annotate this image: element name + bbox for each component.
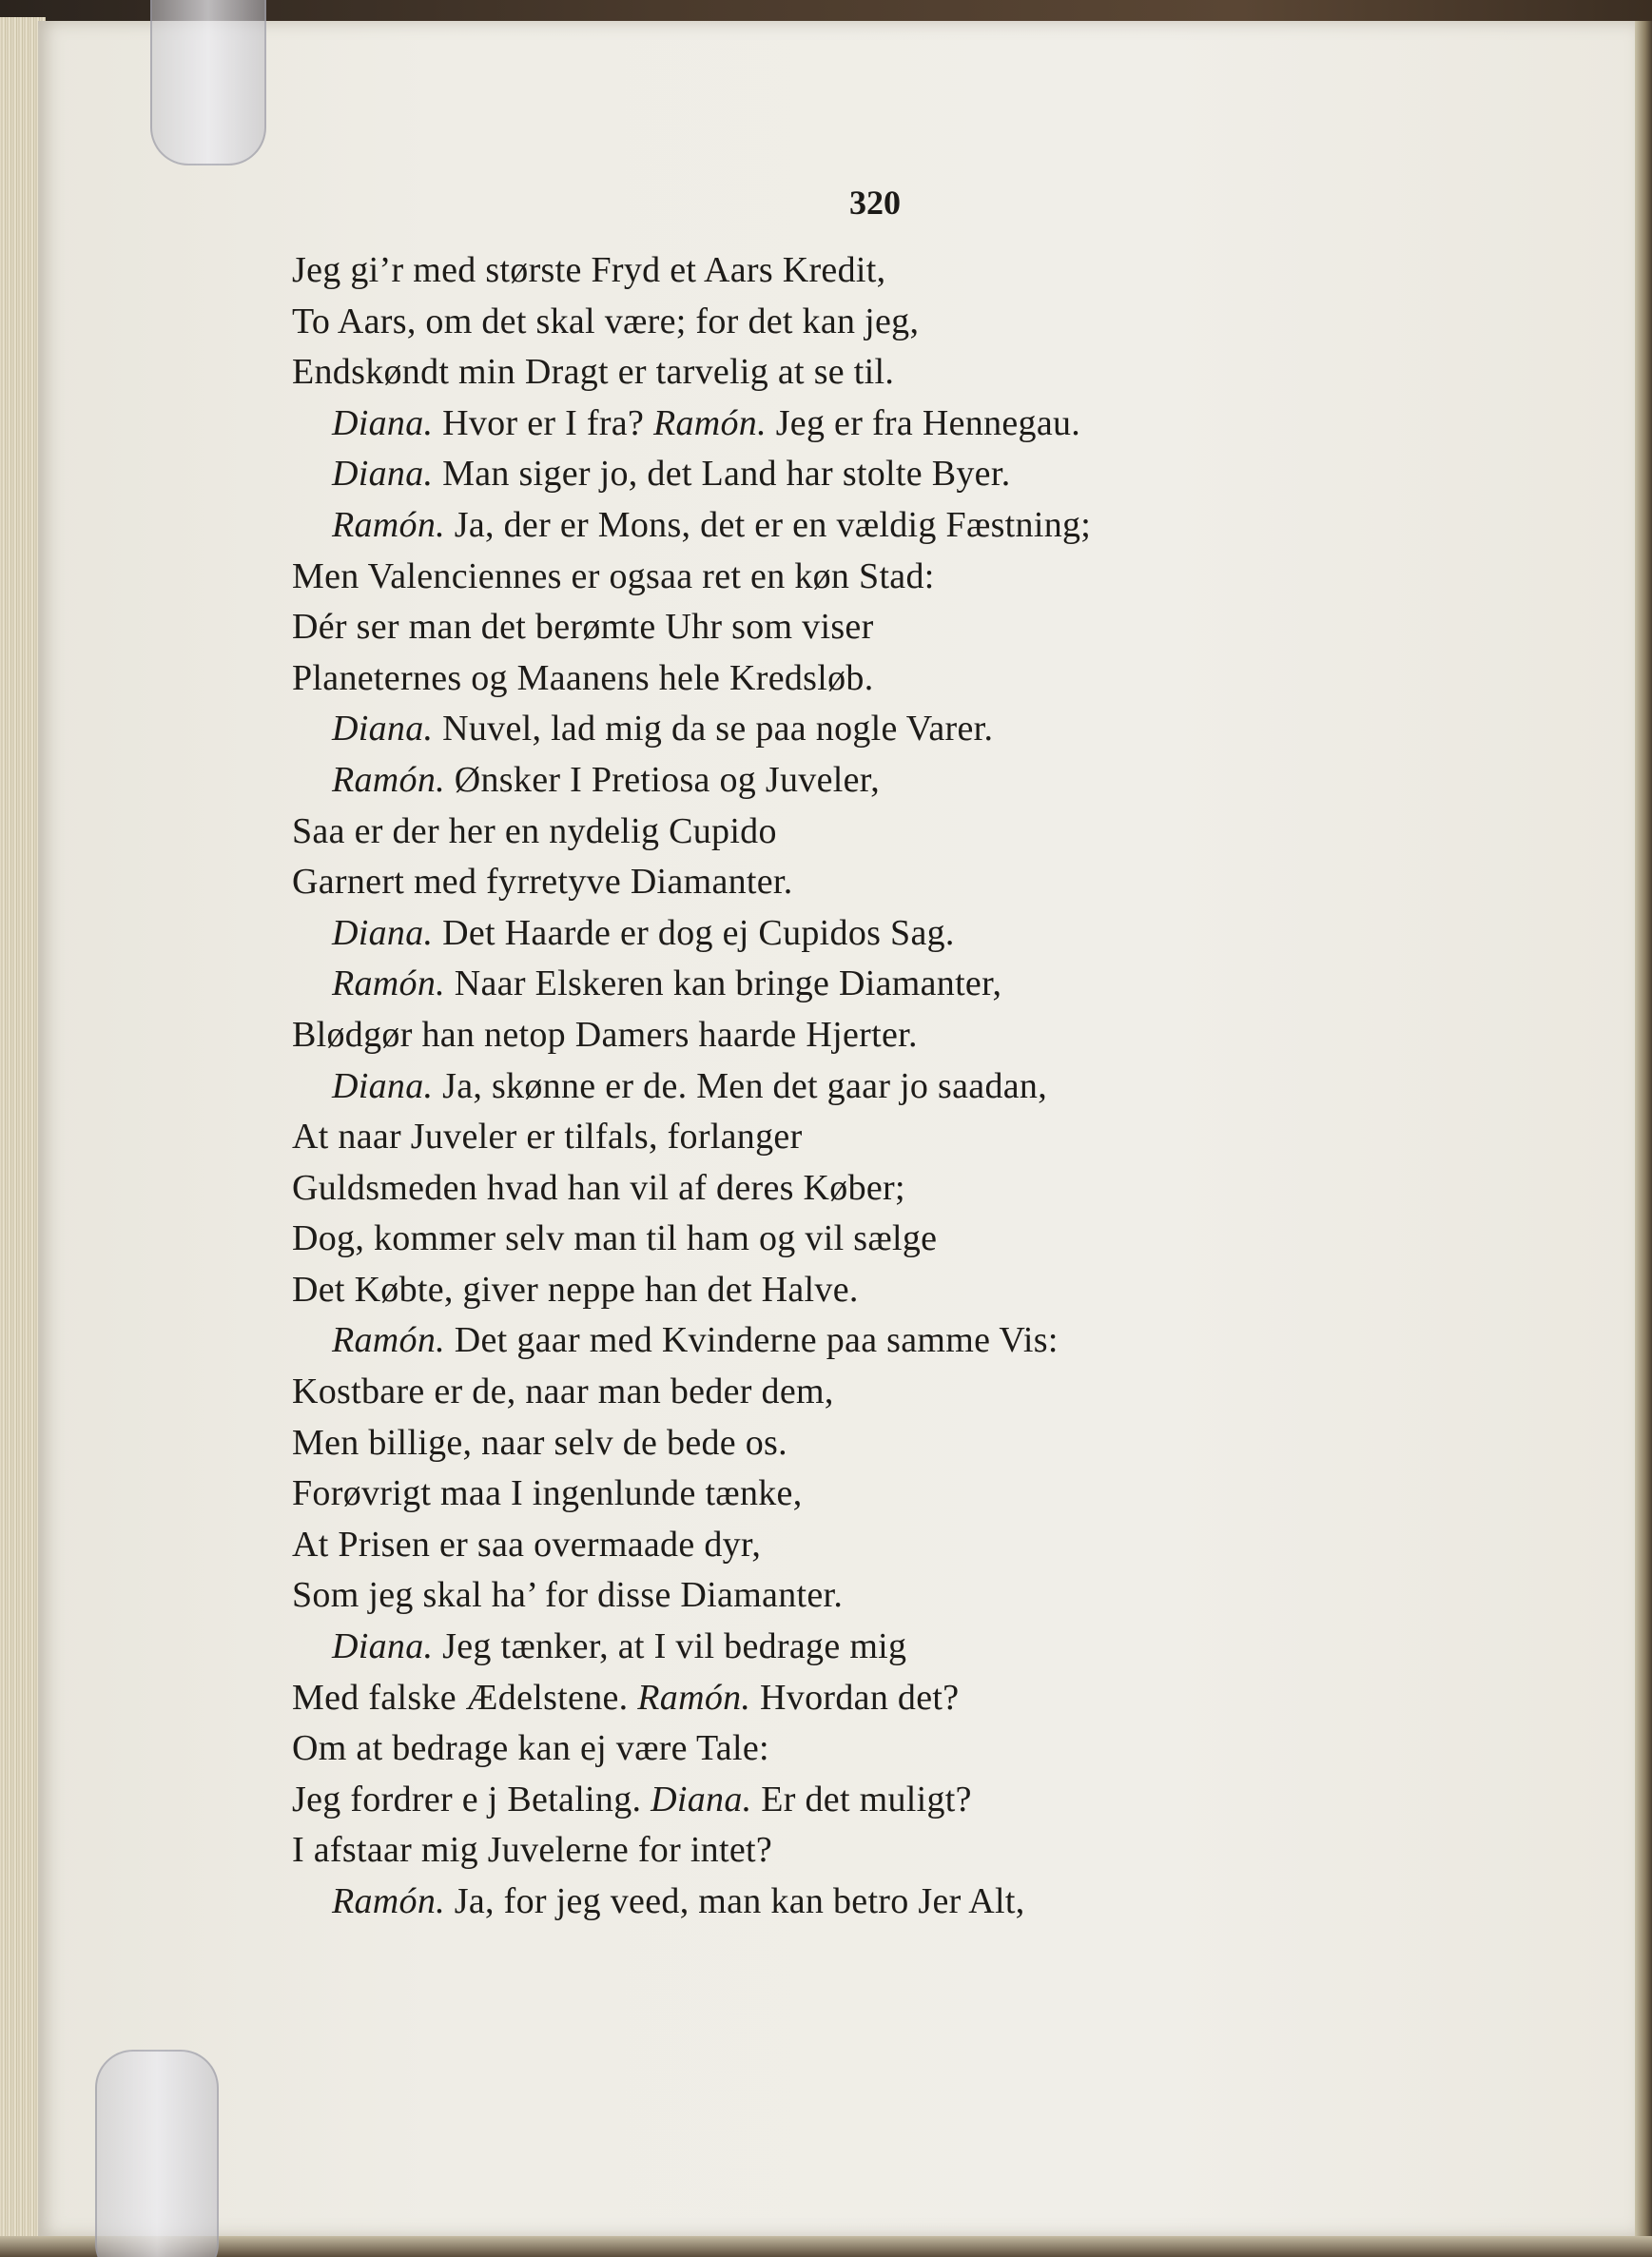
verse-line <box>292 602 1481 653</box>
verse-text: Men Valenciennes er ogsaa ret en køn Stad: <box>292 555 935 596</box>
speaker-name: Diana. <box>332 912 434 953</box>
verse-text: Jeg fordrer e j Betaling. <box>292 1779 651 1819</box>
verse-text: Garnert med fyrretyve Diamanter. <box>292 862 793 903</box>
verse-text-block <box>292 245 1481 1928</box>
verse-line <box>292 1061 1481 1113</box>
verse-line <box>292 1723 1481 1775</box>
verse-line <box>292 1622 1481 1673</box>
verse-line <box>292 245 1481 297</box>
verse-text: Man siger jo, det Land har stolte Byer. <box>433 454 1011 495</box>
verse-text: Jeg gi’r med største Fryd et Aars Kredit, <box>292 250 886 290</box>
verse-line <box>292 1877 1481 1928</box>
verse-line <box>292 399 1481 450</box>
speaker-name: Diana. <box>332 1065 434 1106</box>
verse-text: Med falske Ædelstene. <box>292 1677 638 1718</box>
speaker-name: Diana. <box>332 1626 434 1667</box>
page-clip-bottom <box>95 2050 219 2257</box>
verse-line <box>292 1418 1481 1469</box>
verse-text: Ja, der er Mons, det er en vældig Fæstning; <box>444 504 1092 545</box>
verse-text: Ja, for jeg veed, man kan betro Jer Alt, <box>444 1881 1025 1921</box>
verse-text: Men billige, naar selv de bede os. <box>292 1422 787 1463</box>
verse-text: At naar Juveler er tilfals, forlanger <box>292 1117 803 1158</box>
verse-text: Kostbare er de, naar man beder dem, <box>292 1372 834 1412</box>
speaker-name: Ramón. <box>332 1320 445 1361</box>
verse-text: Dog, kommer selv man til ham og vil sælge <box>292 1218 938 1259</box>
verse-line <box>292 959 1481 1010</box>
page-bottom-edge <box>0 2236 1652 2257</box>
page-clip-top <box>150 0 266 165</box>
speaker-name: Ramón. <box>332 963 445 1004</box>
verse-line <box>292 552 1481 603</box>
verse-text: Nuvel, lad mig da se paa nogle Varer. <box>433 709 994 749</box>
verse-text: Naar Elskeren kan bringe Diamanter, <box>444 963 1002 1004</box>
verse-text: Hvordan det? <box>750 1677 960 1718</box>
verse-line <box>292 1570 1481 1622</box>
verse-text: Planeternes og Maanens hele Kredsløb. <box>292 657 874 698</box>
verse-line <box>292 1010 1481 1061</box>
verse-text: Blødgør han netop Damers haarde Hjerter. <box>292 1014 918 1055</box>
verse-line <box>292 653 1481 705</box>
verse-line <box>292 1315 1481 1367</box>
verse-text: Guldsmeden hvad han vil af deres Køber; <box>292 1167 905 1208</box>
verse-line <box>292 1469 1481 1520</box>
verse-text: To Aars, om det skal være; for det kan jeg, <box>292 301 920 341</box>
verse-text: Det gaar med Kvinderne paa samme Vis: <box>444 1320 1059 1361</box>
verse-line <box>292 500 1481 552</box>
verse-line <box>292 1112 1481 1163</box>
verse-line <box>292 1520 1481 1571</box>
verse-text: Jeg tænker, at I vil bedrage mig <box>433 1626 907 1667</box>
verse-line <box>292 807 1481 858</box>
verse-text: Hvor er I fra? <box>433 402 653 443</box>
verse-line <box>292 704 1481 755</box>
verse-text: Jeg er fra Hennegau. <box>766 402 1081 443</box>
verse-line <box>292 857 1481 908</box>
verse-line <box>292 347 1481 399</box>
verse-line <box>292 755 1481 807</box>
verse-text: Det Købte, giver neppe han det Halve. <box>292 1269 859 1310</box>
page-number: 320 <box>849 184 901 222</box>
speaker-name: Ramón. <box>332 759 445 800</box>
verse-line <box>292 1775 1481 1826</box>
verse-text: Om at bedrage kan ej være Tale: <box>292 1728 769 1769</box>
verse-text: Forøvrigt maa I ingenlunde tænke, <box>292 1473 803 1514</box>
verse-text: Dér ser man det berømte Uhr som viser <box>292 607 874 648</box>
verse-line <box>292 297 1481 348</box>
speaker-name: Diana. <box>332 402 434 443</box>
verse-text: Er det muligt? <box>751 1779 972 1819</box>
verse-line <box>292 449 1481 500</box>
speaker-name: Ramón. <box>652 402 767 443</box>
verse-line <box>292 1367 1481 1418</box>
verse-line <box>292 1825 1481 1877</box>
verse-text: Ja, skønne er de. Men det gaar jo saadan, <box>433 1065 1048 1106</box>
verse-text: At Prisen er saa overmaade dyr, <box>292 1524 762 1565</box>
speaker-name: Ramón. <box>332 1881 445 1921</box>
verse-line <box>292 1214 1481 1265</box>
speaker-name: Diana. <box>332 709 434 749</box>
verse-text: Det Haarde er dog ej Cupidos Sag. <box>433 912 955 953</box>
verse-text: Endskøndt min Dragt er tarvelig at se til. <box>292 352 895 393</box>
page-right-edge <box>1635 21 1652 2247</box>
verse-line <box>292 1163 1481 1215</box>
verse-text: Saa er der her en nydelig Cupido <box>292 810 777 851</box>
speaker-name: Ramón. <box>332 504 445 545</box>
speaker-name: Diana. <box>332 454 434 495</box>
verse-line <box>292 908 1481 960</box>
verse-line <box>292 1673 1481 1724</box>
verse-line <box>292 1265 1481 1316</box>
verse-text: Ønsker I Pretiosa og Juveler, <box>444 759 881 800</box>
verse-text: I afstaar mig Juvelerne for intet? <box>292 1830 773 1871</box>
speaker-name: Ramón. <box>637 1677 751 1718</box>
verse-text: Som jeg skal ha’ for disse Diamanter. <box>292 1575 844 1616</box>
speaker-name: Diana. <box>651 1779 752 1819</box>
